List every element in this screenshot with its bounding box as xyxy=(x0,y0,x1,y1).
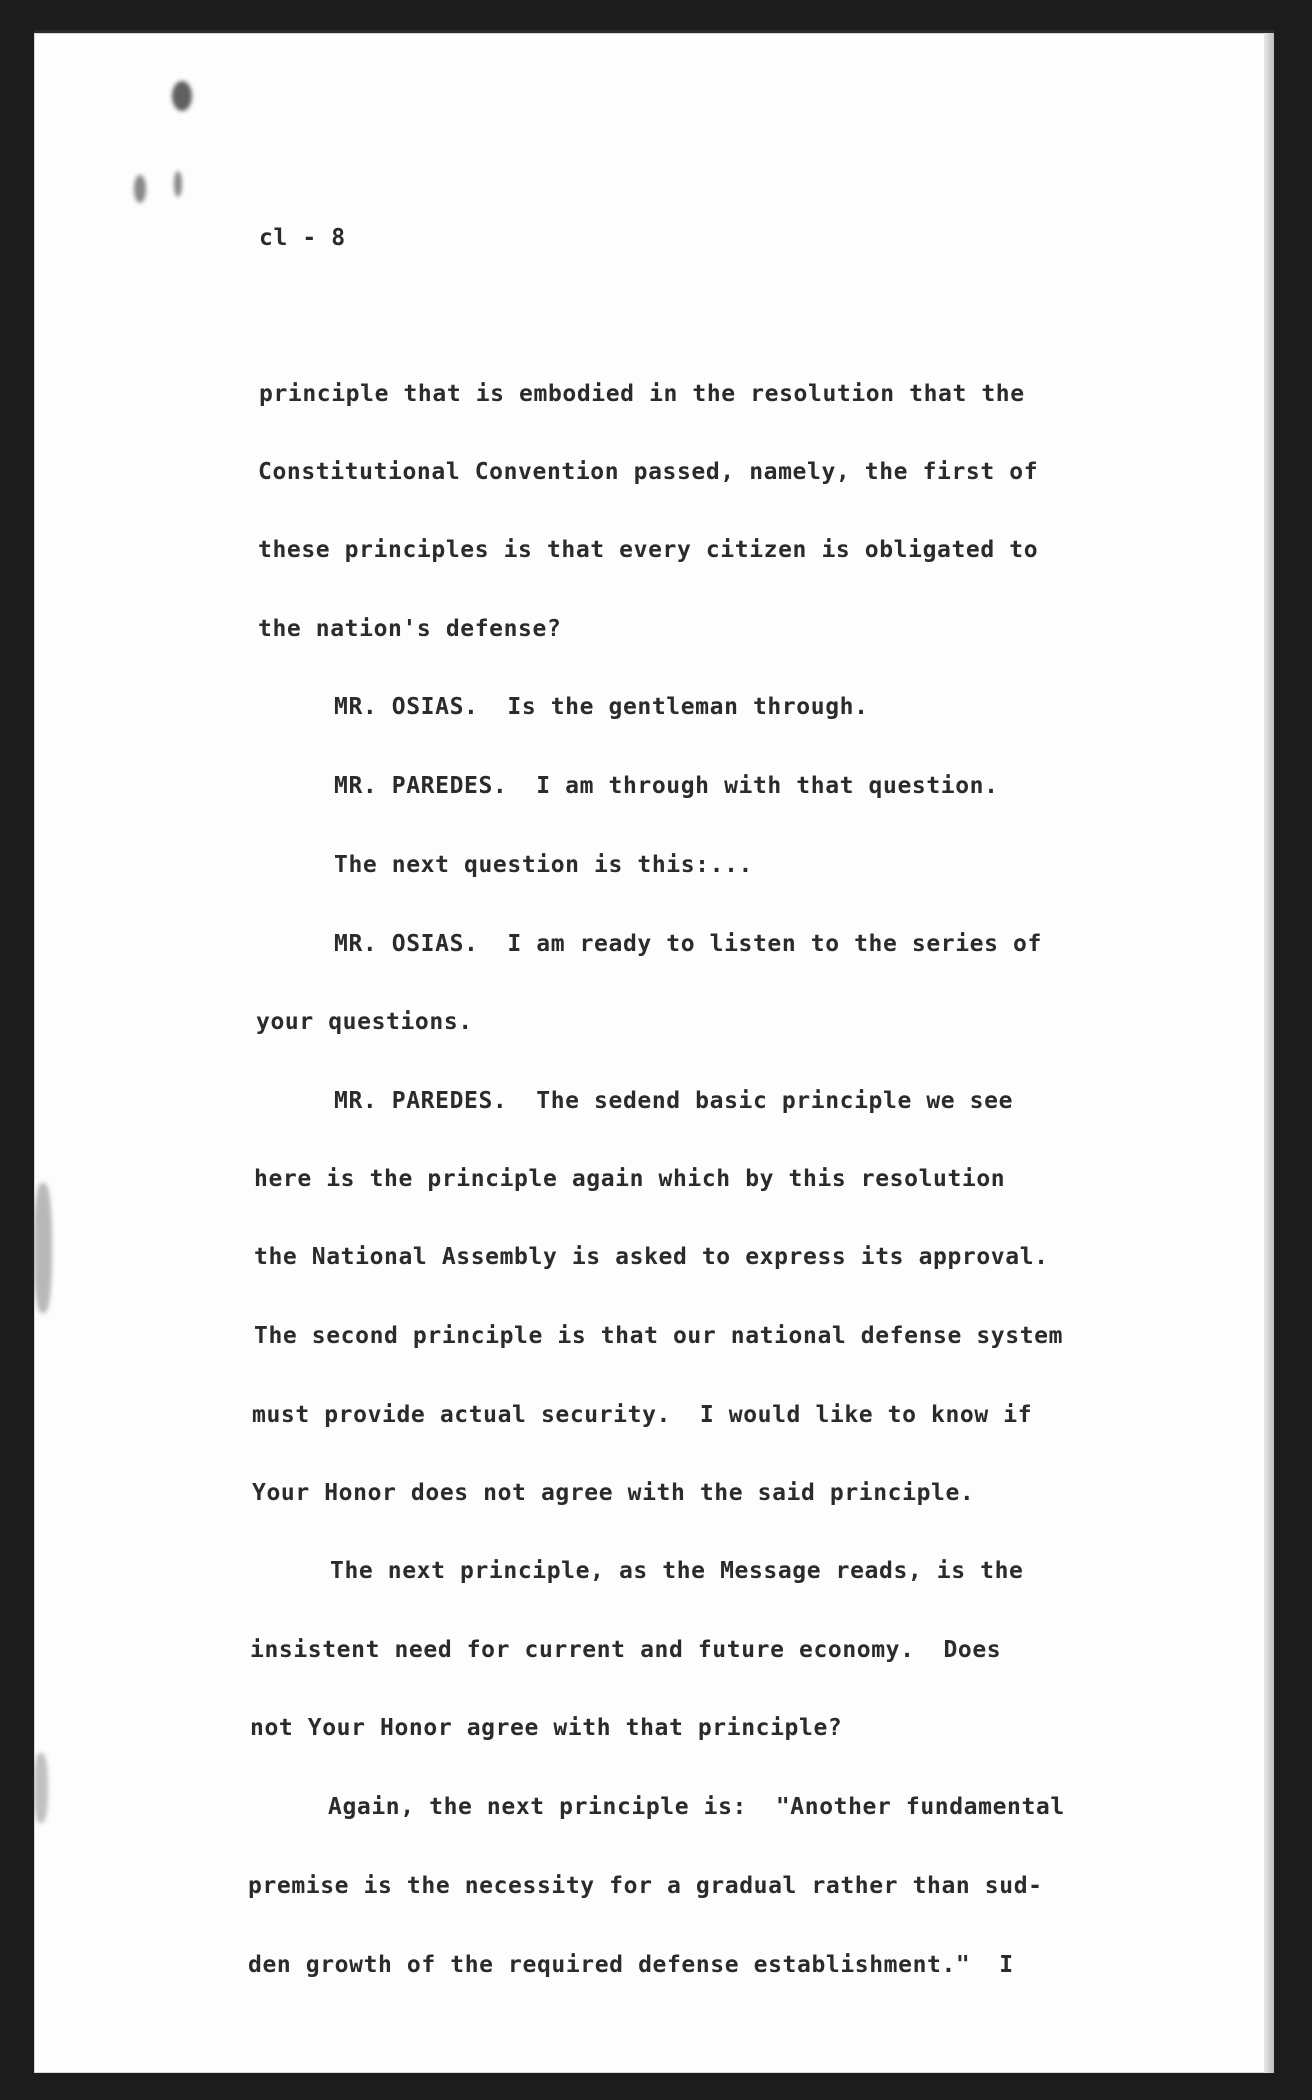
text-line-6: MR. PAREDES. I am through with that question. xyxy=(334,773,999,799)
text-line-2: Constitutional Convention passed, namely, the first of xyxy=(258,459,1039,485)
text-line-17: insistent need for current and future economy. Does xyxy=(250,1637,1002,1663)
ink-smudge xyxy=(174,171,182,197)
text-line-21: den growth of the required defense establishment." I xyxy=(248,1952,1014,1978)
ink-smudge xyxy=(34,1183,52,1313)
page-edge xyxy=(1264,33,1274,2073)
text-line-15: Your Honor does not agree with the said principle. xyxy=(252,1480,975,1506)
text-line-8: MR. OSIAS. I am ready to listen to the series of xyxy=(334,931,1042,957)
text-line-4: the nation's defense? xyxy=(258,616,562,642)
text-line-1: principle that is embodied in the resolution that the xyxy=(259,381,1025,407)
text-line-7: The next question is this:... xyxy=(334,852,753,878)
text-line-12: the National Assembly is asked to express its approval. xyxy=(254,1244,1049,1270)
text-line-9: your questions. xyxy=(256,1009,473,1035)
text-line-5: MR. OSIAS. Is the gentleman through. xyxy=(334,694,869,720)
text-line-13: The second principle is that our national defense system xyxy=(254,1323,1064,1349)
ink-smudge xyxy=(172,81,192,111)
text-line-3: these principles is that every citizen is obligated to xyxy=(258,537,1039,563)
ink-smudge xyxy=(34,1753,48,1823)
document-page xyxy=(34,30,1274,2073)
text-line-19: Again, the next principle is: "Another fundamental xyxy=(328,1794,1065,1820)
page-reference: cl - 8 xyxy=(259,225,346,251)
text-line-20: premise is the necessity for a gradual rather than sud- xyxy=(248,1873,1043,1899)
ink-smudge xyxy=(134,175,146,203)
text-line-11: here is the principle again which by this resolution xyxy=(254,1166,1006,1192)
text-line-14: must provide actual security. I would like to know if xyxy=(252,1402,1033,1428)
text-line-10: MR. PAREDES. The sedend basic principle we see xyxy=(334,1088,1014,1114)
text-line-16: The next principle, as the Message reads, is the xyxy=(330,1558,1024,1584)
text-line-18: not Your Honor agree with that principle? xyxy=(250,1715,843,1741)
